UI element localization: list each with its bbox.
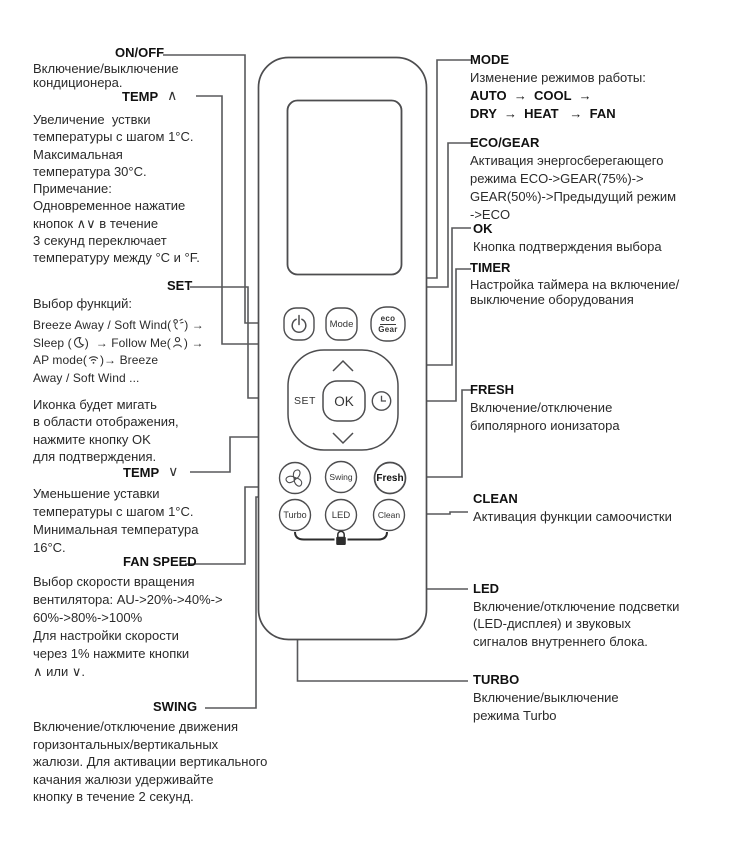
- eco-gear-button-label[interactable]: [371, 307, 405, 341]
- breeze-away-person-icon: [171, 318, 184, 336]
- led-text: (LED-дисплея) и звуковых: [473, 616, 631, 632]
- callout-set: [33, 278, 204, 465]
- timer-text: Настройка таймера на включение/: [470, 277, 680, 292]
- callout-swing: [33, 699, 267, 806]
- set-note-text: нажмите кнопку OK: [33, 431, 151, 447]
- callout-led: [473, 581, 679, 650]
- fresh-text: Включение/отключение: [470, 400, 613, 415]
- temp-down-text: Минимальная температура: [33, 522, 199, 537]
- eco-gear-text: ->ECO: [470, 207, 511, 222]
- eco-gear-heading: ECO/GEAR: [470, 135, 540, 150]
- clean-heading: CLEAN: [473, 491, 518, 506]
- temp-up-text: Максимальная: [33, 146, 123, 162]
- callout-timer: [470, 260, 679, 307]
- ok-text: Кнопка подтверждения выбора: [473, 239, 662, 254]
- mode-sequence-text: AUTO → COOL →: [470, 88, 592, 103]
- eco-gear-text: режима ECO->GEAR(75%)->: [470, 171, 644, 186]
- clean-text: Активация функции самоочистки: [473, 509, 672, 524]
- gear-label: Gear: [378, 324, 398, 334]
- led-heading: LED: [473, 581, 499, 596]
- temp-down-text: 16°C.: [33, 540, 66, 555]
- mode-sequence-text: DRY → HEAT → FAN: [470, 106, 616, 121]
- fan-speed-text: Для настройки скорости: [33, 628, 179, 643]
- set-intro: Выбор функций:: [33, 296, 133, 311]
- temp-up-text: температуру между °C и °F.: [33, 250, 200, 266]
- turbo-text: Включение/выключение: [473, 690, 619, 705]
- mode-heading: MODE: [470, 52, 509, 67]
- callout-eco-gear: [470, 135, 676, 224]
- temp-down-heading: TEMP ∨: [123, 463, 179, 480]
- swing-text: кнопку в течение 2 секунд.: [33, 789, 194, 804]
- onoff-heading: ON/OFF: [115, 45, 165, 60]
- temp-up-text: Одновременное нажатие: [33, 198, 186, 214]
- turbo-button-label[interactable]: Turbo: [283, 510, 307, 520]
- swing-text: Включение/отключение движения: [33, 719, 239, 734]
- set-heading: SET: [167, 278, 193, 293]
- timer-heading: TIMER: [470, 260, 511, 275]
- led-text: сигналов внутреннего блока.: [473, 633, 648, 649]
- fan-speed-heading: FAN SPEED: [123, 554, 197, 569]
- callout-fresh: [470, 382, 620, 435]
- callout-temp-down: [33, 464, 198, 557]
- ok-heading: OK: [473, 221, 493, 236]
- mode-text: Изменение режимов работы:: [470, 70, 646, 85]
- set-note-text: Иконка будет мигать: [33, 397, 157, 412]
- swing-heading: SWING: [153, 699, 198, 714]
- eco-gear-text: GEAR(50%)->Предыдущий режим: [470, 189, 677, 204]
- fresh-heading: FRESH: [470, 382, 515, 397]
- person-icon: [171, 336, 184, 354]
- callout-ok: [473, 221, 662, 255]
- fan-speed-text: вентилятора: AU->20%->40%->: [33, 592, 223, 607]
- led-text: Включение/отключение подсветки: [473, 599, 680, 614]
- swing-button-label[interactable]: Swing: [329, 472, 353, 482]
- temp-down-text: Уменьшение уставки: [33, 486, 160, 501]
- temp-up-text: Увеличение уствки: [33, 112, 151, 127]
- swing-text: качания жалюзи удерживайте: [33, 771, 214, 787]
- fan-speed-text: 60%->80%->100%: [33, 610, 143, 625]
- set-pad-label[interactable]: SET: [294, 395, 316, 407]
- set-sequence: Breeze Away / Soft Wind( ) → Sleep ( ) → Follow Me( ) → AP mode( )→ Breeze Away / Soft Wind ...: [33, 318, 204, 385]
- swing-text: жалюзи. Для активации вертикального: [33, 754, 268, 769]
- fresh-text: биполярного ионизатора: [470, 418, 620, 433]
- temp-up-text: кнопок ∧∨ в течение: [33, 215, 159, 231]
- fan-speed-text: Выбор скорости вращения: [33, 574, 195, 589]
- turbo-text: режима Turbo: [473, 707, 557, 723]
- temp-up-text: температура 30°C.: [33, 163, 147, 179]
- callout-fan-speed: [33, 554, 223, 681]
- temp-up-text: Примечание:: [33, 181, 112, 197]
- fresh-button-label[interactable]: Fresh: [376, 472, 404, 484]
- chevron-down-glyph: ∨: [168, 463, 179, 479]
- set-note-text: для подтверждения.: [33, 448, 157, 464]
- temp-down-text: температуры с шагом 1°C.: [33, 504, 194, 519]
- chevron-up-glyph: ∧: [167, 87, 178, 103]
- turbo-heading: TURBO: [473, 672, 520, 687]
- callout-onoff: [33, 45, 179, 90]
- sleep-moon-icon: [72, 336, 85, 354]
- wifi-icon: [87, 353, 100, 371]
- fan-speed-text: ∧ или ∨.: [33, 664, 85, 679]
- clean-button-label[interactable]: Clean: [377, 510, 401, 520]
- set-note-text: в области отображения,: [33, 414, 179, 430]
- callout-temp-up: [33, 88, 200, 267]
- mode-button-label[interactable]: Mode: [329, 318, 354, 330]
- timer-text: выключение оборудования: [470, 292, 634, 307]
- eco-label: eco: [380, 313, 396, 323]
- ok-button-label[interactable]: OK: [334, 393, 354, 409]
- eco-gear-text: Активация энергосберегающего: [470, 153, 664, 168]
- callout-turbo: [473, 672, 619, 724]
- fan-speed-text: через 1% нажмите кнопки: [33, 646, 190, 661]
- onoff-text: кондиционера.: [33, 75, 123, 90]
- callout-clean: [473, 491, 672, 525]
- temp-up-heading: TEMP ∧: [122, 87, 178, 104]
- onoff-text: Включение/выключение: [33, 61, 179, 76]
- temp-up-text: 3 секунд переключает: [33, 233, 167, 249]
- callout-mode: [470, 52, 646, 123]
- remote-display: [288, 101, 402, 275]
- swing-text: горизонтальных/вертикальных: [33, 736, 219, 752]
- led-button-label[interactable]: LED: [331, 509, 351, 521]
- temp-up-text: температуры с шагом 1°C.: [33, 129, 194, 145]
